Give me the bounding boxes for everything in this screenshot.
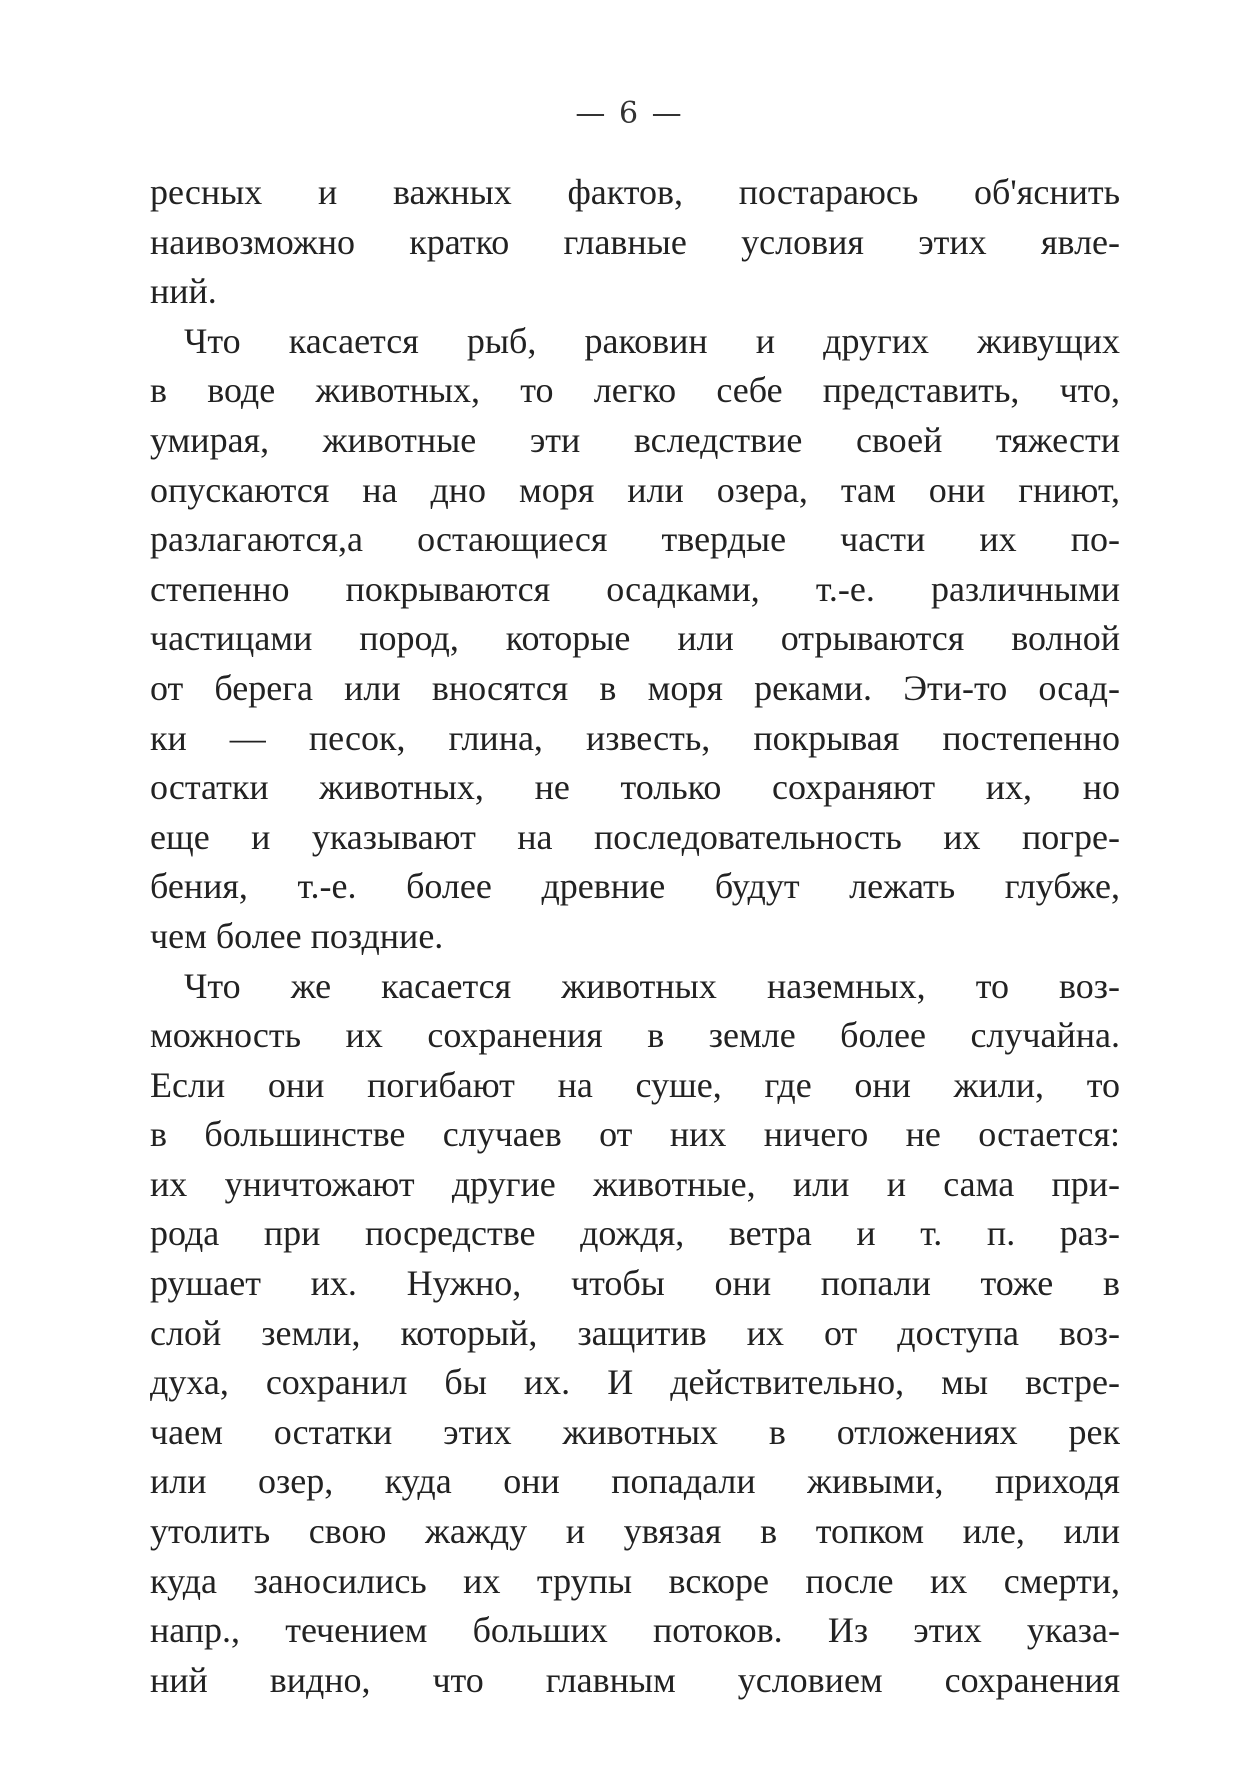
text-line: духа, сохранил бы их. И действительно, мы встре- [150,1362,1120,1403]
text-line: Что касается рыб, раковин и других живущих [184,320,1120,361]
text-line: опускаются на дно моря или озера, там они гниют, [150,469,1120,510]
text-line: разлагаются,а остающиеся твердые части их по- [150,519,1120,560]
text-line: в большинстве случаев от них ничего не остается: [150,1114,1120,1155]
text-line: наивозможно кратко главные условия этих явле- [150,221,1120,262]
text-line: ки — песок, глина, известь, покрывая постепенно [150,717,1120,758]
text-line: ресных и важных фактов, постараюсь об'яснить [150,172,1120,212]
text-line: в воде животных, то легко себе представить, что, [150,370,1120,411]
text-line: Что же касается животных наземных, то воз- [184,965,1120,1006]
text-line: бения, т.-е. более древние будут лежать глубже, [150,866,1120,907]
text-line: утолить свою жажду и увязая в топком иле, или [150,1511,1120,1552]
text-line: их уничтожают другие животные, или и сама при- [150,1163,1120,1204]
text-line: чаем остатки этих животных в отложениях рек [150,1411,1120,1452]
paragraph-3 [150,962,1120,1706]
text-line: куда заносились их трупы вскоре после их смерти, [150,1560,1120,1601]
text-line: остатки животных, не только сохраняют их, но [150,767,1120,808]
text-line: слой земли, который, защитив их от доступа воз- [150,1312,1120,1353]
body-text [150,168,1120,1705]
text-line: частицами пород, которые или отрываются волной [150,618,1120,659]
text-line: можность их сохранения в земле более случайна. [150,1015,1120,1056]
text-line: рушает их. Нужно, чтобы они попали тоже в [150,1263,1120,1304]
text-line: чем более поздние. [150,915,444,956]
text-line: еще и указывают на последовательность их погре- [150,816,1120,857]
text-line: или озер, куда они попадали живыми, приходя [150,1461,1120,1502]
text-line: умирая, животные эти вследствие своей тяжести [150,419,1120,460]
page-number: — 6 — [575,96,684,131]
text-line: напр., течением больших потоков. Из этих указа- [150,1610,1120,1651]
text-line: Если они погибают на суше, где они жили, то [150,1064,1120,1105]
text-line: от берега или вносятся в моря реками. Эти-то осад- [150,667,1120,708]
text-line: рода при посредстве дождя, ветра и т. п. раз- [150,1213,1120,1254]
paragraph-1 [150,168,1120,317]
text-line: ний. [150,271,217,312]
text-line: ний видно, что главным условием сохранения [150,1659,1120,1700]
text-line: степенно покрываются осадками, т.-е. различными [150,568,1120,609]
paragraph-2 [150,317,1120,962]
